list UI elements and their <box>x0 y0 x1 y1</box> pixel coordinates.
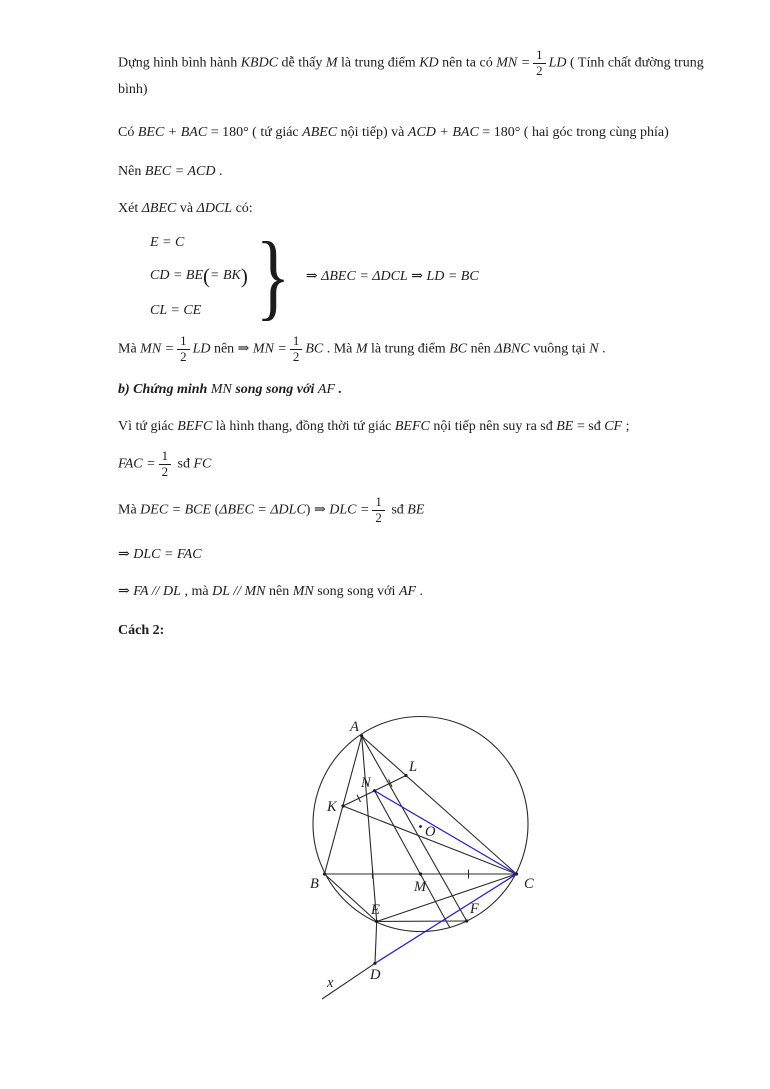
text-run: DLC = FAC <box>133 546 202 562</box>
text-run: nên <box>265 583 293 599</box>
text-run: ( <box>211 502 220 518</box>
point-label-C: C <box>524 876 534 892</box>
paragraph-xet <box>118 198 708 219</box>
point-B <box>323 872 326 875</box>
text-run: = sđ <box>573 418 605 434</box>
segment-KC <box>343 806 517 874</box>
text-run: = 180° ( hai góc trong cùng phía) <box>478 124 669 140</box>
fraction <box>290 334 302 365</box>
text-run: Dựng hình bình hành <box>118 55 241 71</box>
fraction <box>159 449 171 480</box>
text-run: DL // MN <box>212 583 266 599</box>
text-run: b) Chứng minh <box>118 381 211 397</box>
segment-EF <box>377 921 467 922</box>
text-run: BE <box>407 502 425 518</box>
text-run: ABEC <box>302 124 338 140</box>
text-run: BEFC <box>177 418 213 434</box>
paragraph-ma-mn <box>118 334 708 365</box>
point-M <box>419 872 422 875</box>
point-label-N: N <box>361 775 371 791</box>
fraction-numerator: 1 <box>177 334 189 350</box>
text-run: nội tiếp nên suy ra sđ <box>429 418 557 434</box>
system-brace: } <box>255 222 291 330</box>
text-run: . Mà <box>323 341 356 357</box>
text-run: ⇒ <box>305 268 322 284</box>
geometry-diagram <box>280 700 560 1020</box>
segment-ED <box>375 922 377 964</box>
fraction-denominator: 2 <box>375 511 382 526</box>
system-conclusion <box>306 268 479 285</box>
point-A <box>360 734 363 737</box>
text-run: MN <box>210 381 232 397</box>
fraction <box>177 334 189 365</box>
text-run: ⇒ <box>118 583 134 599</box>
circumcircle <box>313 717 528 932</box>
text-run: . <box>416 583 424 599</box>
segment-NM-extended <box>375 791 451 928</box>
text-run: ΔBEC = ΔDLC <box>219 502 306 518</box>
text-run: ΔBNC <box>494 341 530 357</box>
text-run: là hình thang, đồng thời tứ giác <box>212 418 395 434</box>
text-run: AF <box>317 381 336 397</box>
fraction-denominator: 2 <box>536 63 543 78</box>
text-run: KBDC <box>240 55 279 71</box>
text-run: M <box>325 55 338 71</box>
fraction <box>372 495 384 526</box>
point-K <box>341 804 344 807</box>
text-run: song song với <box>313 583 399 599</box>
close-paren: ) <box>240 263 248 288</box>
text-run: MN = <box>496 55 531 71</box>
text-run: ⇒ <box>407 268 427 284</box>
heading-part-b <box>118 379 708 400</box>
point-L <box>404 774 407 777</box>
text-run: ⇒ <box>118 546 134 562</box>
text-run: M <box>355 341 368 357</box>
point-label-L: L <box>409 759 418 775</box>
text-run: FC <box>193 456 212 472</box>
text-run: = BK <box>210 268 241 284</box>
text-run: DLC = <box>329 502 370 518</box>
segment-CD-highlight <box>375 874 517 963</box>
text-run: Mà <box>118 341 141 357</box>
text-run: CF <box>604 418 623 434</box>
text-run: = 180° ( tứ giác <box>207 124 303 140</box>
fraction-denominator: 2 <box>292 349 300 364</box>
text-run: BEFC <box>394 418 430 434</box>
fraction <box>533 48 545 79</box>
text-run: ΔBEC = ΔDCL <box>321 268 408 284</box>
text-run: ) ⇒ <box>305 502 330 518</box>
point-E <box>375 920 378 923</box>
text-run: AF <box>398 583 417 599</box>
system-rows <box>150 229 248 325</box>
text-run: là trung điểm <box>337 55 420 71</box>
point-F <box>465 919 468 922</box>
text-run: BEC = ACD <box>144 163 216 179</box>
text-run: nên <box>467 341 495 357</box>
text-run: Xét <box>118 200 142 216</box>
text-run: ; <box>622 418 630 434</box>
point-label-K: K <box>327 799 337 815</box>
text-run: DEC = BCE <box>140 502 212 518</box>
text-run: nên ⇒ <box>210 341 253 357</box>
text-run: Vì tứ giác <box>118 418 178 434</box>
text-run: nên ta có <box>438 55 497 71</box>
text-run: LD <box>548 55 567 71</box>
fraction-denominator: 2 <box>161 464 169 479</box>
paragraph-trapezoid <box>118 416 708 437</box>
text-run: ΔBEC <box>141 200 177 216</box>
system-row-3: CL = CE <box>150 302 202 318</box>
diagram-lines <box>313 717 528 1000</box>
system-row-2 <box>150 256 248 297</box>
system-row-1: E = C <box>150 234 185 250</box>
text-run: ΔDCL <box>196 200 233 216</box>
fraction-numerator: 1 <box>372 495 384 511</box>
fraction-numerator: 1 <box>533 48 545 64</box>
point-label-D: D <box>370 967 381 983</box>
text-run: Mà <box>118 502 141 518</box>
text-run: FA // DL <box>133 583 181 599</box>
paragraph-dec <box>118 495 708 526</box>
text-run: MN = <box>252 341 287 357</box>
equation-system <box>150 222 708 330</box>
text-run: . <box>215 163 223 179</box>
fraction-numerator: 1 <box>159 449 171 465</box>
point-label-x: x <box>327 975 334 991</box>
text-run: CD = BE <box>150 268 203 284</box>
text-run: LD <box>192 341 211 357</box>
diagram-labels <box>310 719 534 991</box>
point-label-F: F <box>470 901 479 917</box>
text-run: sđ <box>387 502 408 518</box>
paragraph-construction <box>118 48 708 100</box>
point-C <box>515 872 518 875</box>
text-run: nội tiếp) và <box>337 124 408 140</box>
point-label-O: O <box>425 824 436 840</box>
segment-BE <box>325 874 377 922</box>
text-run: KD <box>419 55 439 71</box>
point-label-M: M <box>414 879 427 895</box>
heading-cach-2 <box>118 620 708 641</box>
text-run: . <box>598 341 606 357</box>
text-run: MN = <box>140 341 175 357</box>
text-run: Có <box>118 124 138 140</box>
text-run: BE <box>556 418 574 434</box>
text-run: , mà <box>180 583 213 599</box>
text-run: song song với <box>231 381 318 397</box>
paragraph-angles <box>118 122 708 143</box>
point-label-B: B <box>310 876 319 892</box>
point-O <box>419 825 422 828</box>
paragraph-nen <box>118 161 708 182</box>
segment-EC <box>377 874 517 922</box>
text-run: BEC + BAC <box>137 124 208 140</box>
text-block <box>118 48 708 641</box>
text-run: và <box>176 200 197 216</box>
text-run: BC <box>305 341 324 357</box>
text-run: MN <box>292 583 314 599</box>
point-label-A: A <box>350 719 359 735</box>
paragraph-parallel <box>118 581 708 602</box>
point-N <box>373 789 376 792</box>
text-run: FAC = <box>118 456 156 472</box>
open-paren: ( <box>203 263 210 288</box>
segment-NC-highlight <box>375 791 517 874</box>
text-run: có: <box>232 200 253 216</box>
text-run: ACD + BAC <box>407 124 479 140</box>
segment-AC <box>362 736 517 874</box>
text-run: dễ thấy <box>278 55 326 71</box>
fraction-denominator: 2 <box>180 349 187 364</box>
point-D <box>373 962 376 965</box>
paragraph-fac <box>118 449 708 480</box>
text-run: BC <box>449 341 468 357</box>
paragraph-dlc-fac <box>118 544 708 565</box>
text-run: LD = BC <box>426 268 479 284</box>
text-run: là trung điểm <box>367 341 450 357</box>
segment-AE <box>362 736 377 922</box>
text-run: Cách 2: <box>118 622 165 638</box>
text-run: Nên <box>118 163 145 179</box>
point-label-E: E <box>371 902 380 918</box>
text-run: vuông tại <box>529 341 590 357</box>
fraction-numerator: 1 <box>290 334 302 350</box>
text-run: . <box>335 381 343 397</box>
text-run: N <box>589 341 599 357</box>
text-run: ( Tính chất đường trung bình) <box>118 55 704 97</box>
text-run: sđ <box>174 456 194 472</box>
